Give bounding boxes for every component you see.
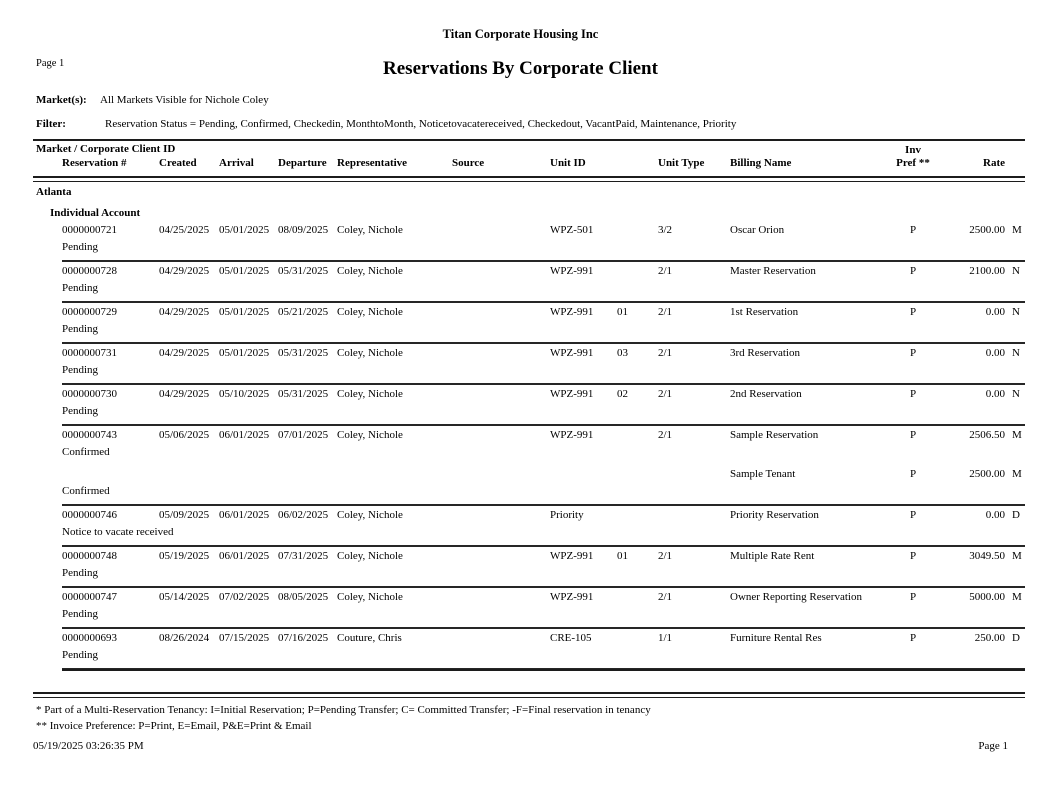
col-header-billing-name: Billing Name — [730, 157, 792, 169]
cell-rate-period: N — [1012, 306, 1020, 318]
footnote-multi-reservation: * Part of a Multi-Reservation Tenancy: I=Initial Reservation; P=Pending Transfer; C= Committed Transfer; -F=Final reservation in tenancy — [36, 704, 651, 716]
table-row-status-line — [33, 649, 1025, 666]
cell-status: Pending — [62, 241, 99, 253]
cell-rate-period: M — [1012, 224, 1022, 236]
cell-reservation-number: 0000000693 — [62, 632, 117, 644]
cell-rate: 2100.00 — [969, 265, 1005, 277]
cell-arrival-date: 05/01/2025 — [219, 224, 270, 236]
cell-rate-period: M — [1012, 591, 1022, 603]
cell-unit-id: WPZ-991 — [550, 388, 594, 400]
table-row-main-line — [33, 429, 1025, 446]
cell-billing-name: 3rd Reservation — [730, 347, 800, 359]
cell-unit-type: 2/1 — [658, 550, 673, 562]
cell-created-date: 05/14/2025 — [159, 591, 210, 603]
cell-unit-type: 2/1 — [658, 591, 673, 603]
cell-representative: Coley, Nichole — [337, 550, 403, 562]
cell-rate: 2500.00 — [969, 224, 1005, 236]
cell-unit-id: WPZ-991 — [550, 550, 594, 562]
cell-created-date: 05/06/2025 — [159, 429, 210, 441]
table-row-main-line — [33, 632, 1025, 649]
cell-status: Pending — [62, 282, 99, 294]
cell-inv-pref: P — [909, 347, 917, 359]
col-header-rate: Rate — [983, 157, 1005, 169]
reservation-rows — [33, 224, 1025, 673]
cell-billing-name: 2nd Reservation — [730, 388, 802, 400]
cell-inv-pref: P — [909, 468, 917, 480]
filter-value: Reservation Status = Pending, Confirmed, Checkedin, MonthtoMonth, Noticetovacatereceived, Checkedout, VacantPaid, Maintenance, Priority — [105, 118, 737, 130]
cell-unit-id: WPZ-991 — [550, 306, 594, 318]
cell-arrival-date: 05/01/2025 — [219, 265, 270, 277]
cell-status: Pending — [62, 649, 99, 661]
table-row — [33, 224, 1025, 265]
filter-label: Filter: — [36, 118, 66, 130]
table-row — [33, 347, 1025, 388]
table-row-status-line — [33, 567, 1025, 584]
cell-representative: Coley, Nichole — [337, 306, 403, 318]
cell-representative: Coley, Nichole — [337, 591, 403, 603]
table-row — [33, 632, 1025, 673]
cell-representative: Coley, Nichole — [337, 265, 403, 277]
cell-billing-name: Oscar Orion — [730, 224, 785, 236]
cell-rate-period: M — [1012, 550, 1022, 562]
cell-unit-id: Priority — [550, 509, 584, 521]
col-header-inv-pref-line2: Pref ** — [896, 157, 930, 169]
cell-rate: 0.00 — [985, 509, 1005, 521]
cell-status: Confirmed — [62, 446, 110, 458]
cell-unit-sub-id: 03 — [617, 347, 628, 359]
table-row-main-line — [33, 509, 1025, 526]
cell-reservation-number: 0000000729 — [62, 306, 117, 318]
cell-rate-period: N — [1012, 388, 1020, 400]
group-column-header: Market / Corporate Client ID — [36, 143, 176, 155]
cell-rate: 0.00 — [985, 388, 1005, 400]
cell-billing-name: Master Reservation — [730, 265, 816, 277]
table-row — [33, 388, 1025, 429]
cell-status: Confirmed — [62, 485, 110, 497]
markets-label: Market(s): — [36, 94, 87, 106]
report-title: Reservations By Corporate Client — [383, 58, 658, 79]
cell-unit-type: 2/1 — [658, 265, 673, 277]
cell-inv-pref: P — [909, 388, 917, 400]
cell-status: Pending — [62, 364, 99, 376]
col-header-unit-type: Unit Type — [658, 157, 705, 169]
cell-arrival-date: 05/10/2025 — [219, 388, 270, 400]
cell-departure-date: 06/02/2025 — [278, 509, 329, 521]
cell-departure-date: 07/01/2025 — [278, 429, 329, 441]
cell-unit-type: 2/1 — [658, 388, 673, 400]
col-header-departure: Departure — [278, 157, 327, 169]
cell-unit-id: WPZ-991 — [550, 591, 594, 603]
table-row-status-line — [33, 485, 1025, 502]
cell-reservation-number: 0000000721 — [62, 224, 117, 236]
table-row-status-line — [33, 405, 1025, 422]
cell-created-date: 04/29/2025 — [159, 306, 210, 318]
cell-inv-pref: P — [909, 265, 917, 277]
generated-datetime: 05/19/2025 03:26:35 PM — [33, 740, 144, 752]
cell-departure-date: 05/21/2025 — [278, 306, 329, 318]
cell-reservation-number: 0000000743 — [62, 429, 117, 441]
cell-representative: Coley, Nichole — [337, 347, 403, 359]
table-top-rule — [33, 139, 1025, 141]
cell-unit-id: WPZ-991 — [550, 347, 594, 359]
cell-rate: 2506.50 — [969, 429, 1005, 441]
cell-departure-date: 07/16/2025 — [278, 632, 329, 644]
cell-billing-name: Owner Reporting Reservation — [730, 591, 862, 603]
table-row — [33, 306, 1025, 347]
cell-billing-name: Sample Reservation — [730, 429, 819, 441]
col-header-inv-pref-line1: Inv — [905, 144, 921, 156]
table-row-main-line — [33, 306, 1025, 323]
cell-unit-id: WPZ-501 — [550, 224, 594, 236]
cell-departure-date: 08/09/2025 — [278, 224, 329, 236]
cell-billing-name: 1st Reservation — [730, 306, 799, 318]
cell-inv-pref: P — [909, 591, 917, 603]
cell-rate: 0.00 — [985, 347, 1005, 359]
cell-unit-type: 3/2 — [658, 224, 673, 236]
cell-arrival-date: 07/02/2025 — [219, 591, 270, 603]
cell-reservation-number: 0000000746 — [62, 509, 117, 521]
cell-inv-pref: P — [909, 224, 917, 236]
footer-double-rule — [33, 692, 1025, 698]
cell-created-date: 04/29/2025 — [159, 388, 210, 400]
cell-departure-date: 05/31/2025 — [278, 347, 329, 359]
cell-arrival-date: 05/01/2025 — [219, 306, 270, 318]
cell-billing-name: Priority Reservation — [730, 509, 819, 521]
markets-value: All Markets Visible for Nichole Coley — [100, 94, 269, 106]
cell-inv-pref: P — [909, 550, 917, 562]
table-row — [33, 468, 1025, 509]
cell-status: Pending — [62, 567, 99, 579]
table-row-main-line — [33, 591, 1025, 608]
page-number-bottom: Page 1 — [978, 740, 1008, 752]
cell-representative: Couture, Chris — [337, 632, 402, 644]
table-row-main-line — [33, 388, 1025, 405]
table-row-main-line — [33, 550, 1025, 567]
table-end-rule — [62, 669, 1025, 671]
cell-rate: 5000.00 — [969, 591, 1005, 603]
col-header-created: Created — [159, 157, 197, 169]
cell-billing-name: Sample Tenant — [730, 468, 796, 480]
table-row-status-line — [33, 608, 1025, 625]
cell-inv-pref: P — [909, 509, 917, 521]
cell-status: Pending — [62, 323, 99, 335]
cell-representative: Coley, Nichole — [337, 224, 403, 236]
cell-created-date: 04/25/2025 — [159, 224, 210, 236]
cell-arrival-date: 06/01/2025 — [219, 429, 270, 441]
table-row — [33, 509, 1025, 550]
cell-departure-date: 05/31/2025 — [278, 388, 329, 400]
cell-reservation-number: 0000000731 — [62, 347, 117, 359]
cell-billing-name: Furniture Rental Res — [730, 632, 822, 644]
cell-representative: Coley, Nichole — [337, 388, 403, 400]
cell-rate-period: N — [1012, 347, 1020, 359]
cell-rate-period: M — [1012, 429, 1022, 441]
cell-reservation-number: 0000000728 — [62, 265, 117, 277]
cell-unit-id: CRE-105 — [550, 632, 592, 644]
cell-rate: 2500.00 — [969, 468, 1005, 480]
cell-unit-id: WPZ-991 — [550, 265, 594, 277]
cell-reservation-number: 0000000748 — [62, 550, 117, 562]
table-row-main-line — [33, 468, 1025, 485]
cell-representative: Coley, Nichole — [337, 429, 403, 441]
table-row-status-line — [33, 282, 1025, 299]
company-name: Titan Corporate Housing Inc — [442, 27, 599, 41]
cell-created-date: 05/09/2025 — [159, 509, 210, 521]
cell-rate-period: M — [1012, 468, 1022, 480]
cell-reservation-number: 0000000730 — [62, 388, 117, 400]
footnote-invoice-preference: ** Invoice Preference: P=Print, E=Email, P&E=Print & Email — [36, 720, 312, 732]
cell-departure-date: 07/31/2025 — [278, 550, 329, 562]
col-header-representative: Representative — [337, 157, 408, 169]
cell-arrival-date: 05/01/2025 — [219, 347, 270, 359]
table-row — [33, 550, 1025, 591]
table-row-status-line — [33, 526, 1025, 543]
cell-created-date: 04/29/2025 — [159, 347, 210, 359]
cell-unit-sub-id: 01 — [617, 550, 628, 562]
cell-rate: 250.00 — [974, 632, 1005, 644]
cell-unit-type: 2/1 — [658, 429, 673, 441]
cell-inv-pref: P — [909, 429, 917, 441]
cell-created-date: 08/26/2024 — [159, 632, 210, 644]
col-header-arrival: Arrival — [219, 157, 254, 169]
cell-arrival-date: 06/01/2025 — [219, 509, 270, 521]
cell-unit-type: 1/1 — [658, 632, 673, 644]
header-double-rule — [33, 176, 1025, 182]
table-row-status-line — [33, 241, 1025, 258]
cell-created-date: 05/19/2025 — [159, 550, 210, 562]
cell-unit-type: 2/1 — [658, 347, 673, 359]
cell-departure-date: 05/31/2025 — [278, 265, 329, 277]
cell-created-date: 04/29/2025 — [159, 265, 210, 277]
cell-status: Pending — [62, 405, 99, 417]
cell-unit-id: WPZ-991 — [550, 429, 594, 441]
cell-unit-sub-id: 02 — [617, 388, 628, 400]
cell-rate-period: D — [1012, 632, 1020, 644]
cell-rate: 3049.50 — [969, 550, 1005, 562]
table-row-main-line — [33, 265, 1025, 282]
table-row-main-line — [33, 224, 1025, 241]
table-row — [33, 591, 1025, 632]
cell-billing-name: Multiple Rate Rent — [730, 550, 815, 562]
cell-status: Pending — [62, 608, 99, 620]
cell-rate: 0.00 — [985, 306, 1005, 318]
table-row-status-line — [33, 323, 1025, 340]
cell-departure-date: 08/05/2025 — [278, 591, 329, 603]
table-row-status-line — [33, 364, 1025, 381]
account-group-label: Individual Account — [50, 207, 141, 219]
cell-reservation-number: 0000000747 — [62, 591, 117, 603]
col-header-unit-id: Unit ID — [550, 157, 586, 169]
col-header-source: Source — [452, 157, 485, 169]
cell-status: Notice to vacate received — [62, 526, 174, 538]
cell-inv-pref: P — [909, 632, 917, 644]
table-row-status-line — [33, 446, 1025, 463]
cell-unit-sub-id: 01 — [617, 306, 628, 318]
page-number-top: Page 1 — [36, 58, 65, 69]
cell-arrival-date: 07/15/2025 — [219, 632, 270, 644]
table-row — [33, 429, 1025, 468]
cell-inv-pref: P — [909, 306, 917, 318]
cell-rate-period: D — [1012, 509, 1020, 521]
table-row-main-line — [33, 347, 1025, 364]
cell-arrival-date: 06/01/2025 — [219, 550, 270, 562]
cell-unit-type: 2/1 — [658, 306, 673, 318]
col-header-reservation: Reservation # — [62, 157, 127, 169]
cell-representative: Coley, Nichole — [337, 509, 403, 521]
table-row — [33, 265, 1025, 306]
cell-rate-period: N — [1012, 265, 1020, 277]
market-group-label: Atlanta — [36, 186, 72, 198]
